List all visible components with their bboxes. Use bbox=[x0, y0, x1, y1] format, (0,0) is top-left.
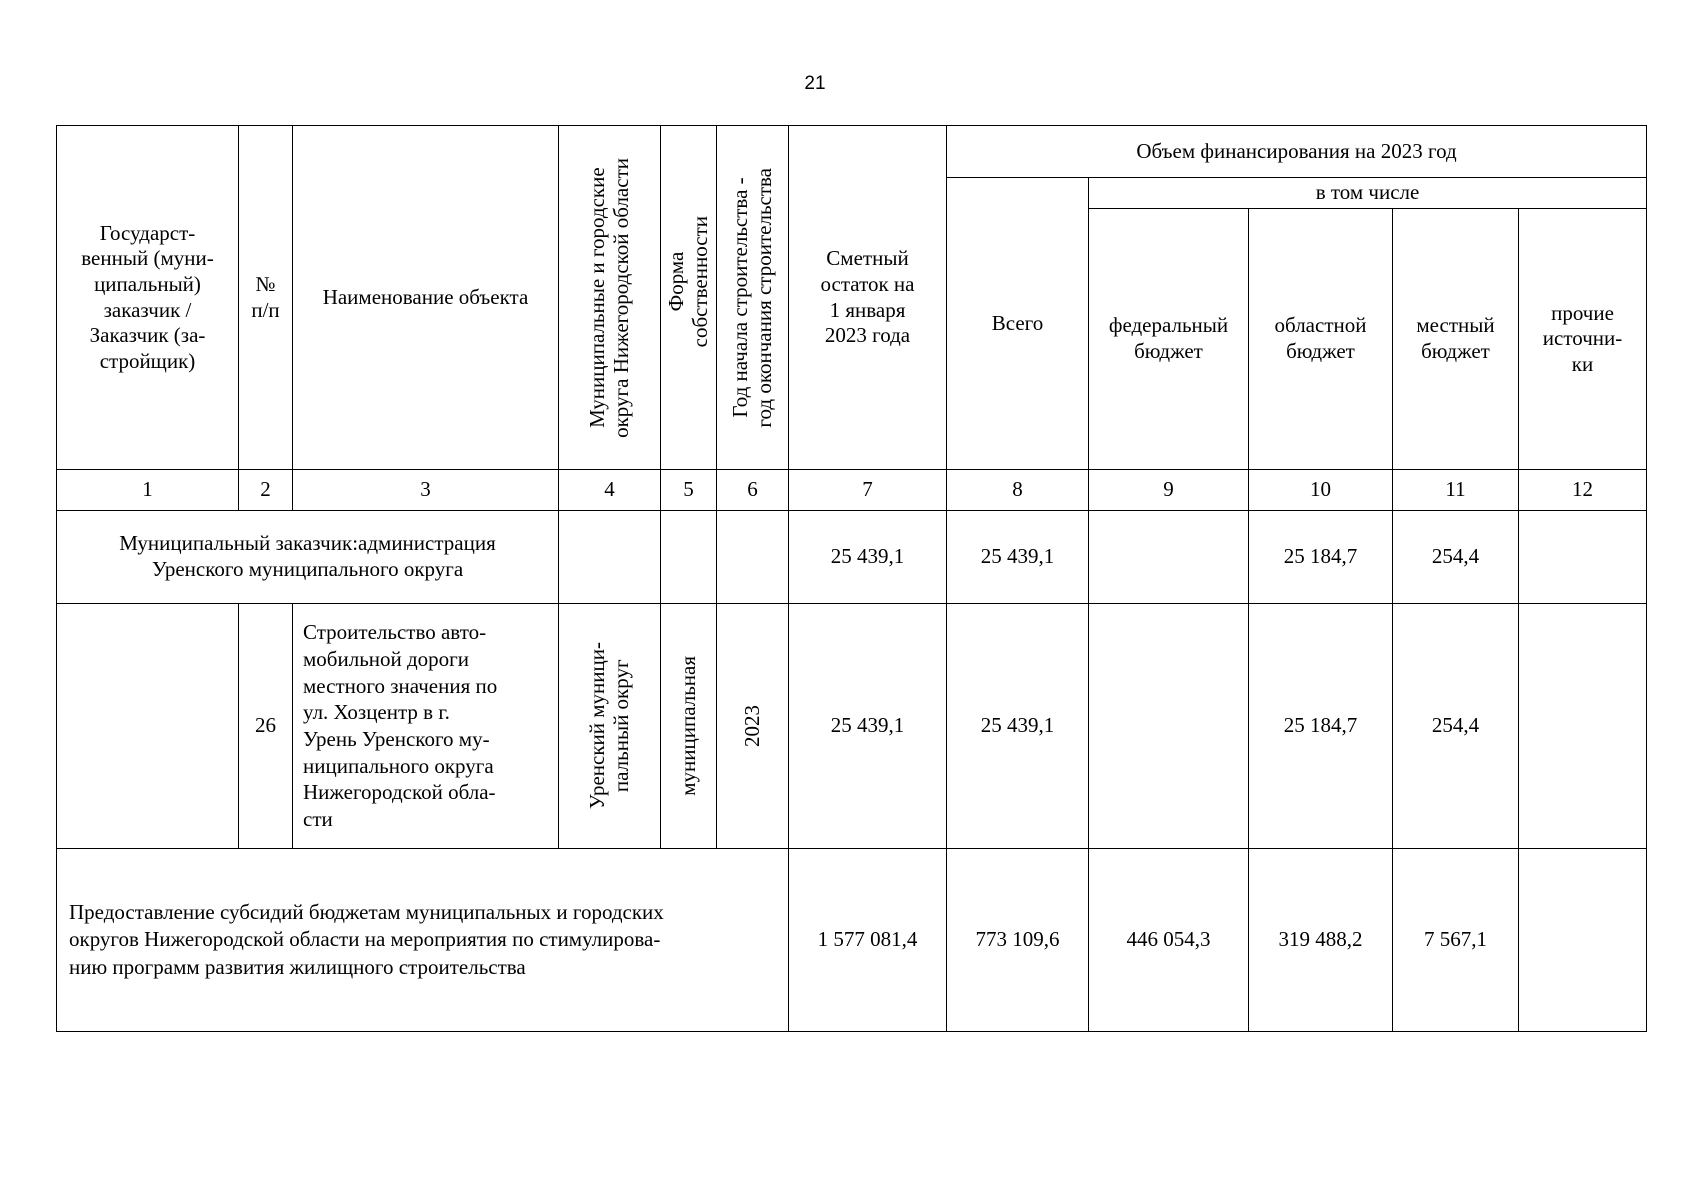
header-object-name bbox=[293, 126, 559, 470]
header-federal bbox=[1089, 209, 1249, 470]
object-district bbox=[559, 604, 661, 849]
header-total-text: Всего bbox=[991, 310, 1044, 335]
object-federal bbox=[1089, 604, 1249, 849]
header-other-text: прочие источни- ки bbox=[1542, 300, 1623, 376]
customer-district-cell bbox=[559, 511, 661, 604]
header-local bbox=[1393, 209, 1519, 470]
object-num: 26 bbox=[239, 604, 293, 849]
object-name bbox=[293, 604, 559, 849]
header-including bbox=[1089, 178, 1647, 209]
customer-estimated: 25 439,1 bbox=[789, 511, 947, 604]
customer-label-text: Муниципальный заказчик:администрация Уренского муниципального округа bbox=[119, 531, 496, 581]
object-total: 25 439,1 bbox=[947, 604, 1089, 849]
financing-table bbox=[56, 125, 1647, 1032]
summary-row bbox=[57, 849, 1647, 1032]
column-number: 4 bbox=[559, 470, 661, 511]
customer-federal bbox=[1089, 511, 1249, 604]
object-district-text: Уренский муници- пальный округ bbox=[585, 642, 634, 810]
customer-label bbox=[57, 511, 559, 604]
customer-regional: 25 184,7 bbox=[1249, 511, 1393, 604]
object-name-text: Строительство авто- мобильной дороги местного значения по ул. Хозцентр в г. Урень Уренского му- ниципального округа Нижегородской обла- сти bbox=[303, 620, 498, 831]
header-num bbox=[239, 126, 293, 470]
header-years-text: Год начала строительства - год окончания строительства bbox=[728, 167, 777, 428]
header-including-text: в том числе bbox=[1315, 180, 1420, 205]
column-number: 11 bbox=[1393, 470, 1519, 511]
header-financing-title bbox=[947, 126, 1647, 178]
header-local-text: местный бюджет bbox=[1416, 313, 1495, 363]
column-number: 5 bbox=[661, 470, 717, 511]
object-other bbox=[1519, 604, 1647, 849]
header-total bbox=[947, 178, 1089, 470]
summary-label-text: Предоставление субсидий бюджетам муниципальных и городских округов Нижегородской области на мероприятия по стимулирова- нию программ развития жилищного строительства bbox=[69, 900, 664, 979]
object-row bbox=[57, 604, 1647, 849]
summary-label bbox=[57, 849, 789, 1032]
summary-regional: 319 488,2 bbox=[1249, 849, 1393, 1032]
column-number: 10 bbox=[1249, 470, 1393, 511]
object-ownership bbox=[661, 604, 717, 849]
customer-ownership-cell bbox=[661, 511, 717, 604]
object-ownership-text: муниципальная bbox=[676, 656, 701, 796]
column-number: 3 bbox=[293, 470, 559, 511]
customer-other bbox=[1519, 511, 1647, 604]
summary-estimated: 1 577 081,4 bbox=[789, 849, 947, 1032]
summary-local: 7 567,1 bbox=[1393, 849, 1519, 1032]
header-object-name-text: Наименование объекта bbox=[322, 284, 529, 309]
header-num-text: № п/п bbox=[251, 271, 280, 322]
header-ownership-text: Форма собственности bbox=[664, 216, 713, 348]
summary-other bbox=[1519, 849, 1647, 1032]
header-customer bbox=[57, 126, 239, 470]
page-number: 21 bbox=[804, 73, 826, 94]
header-regional bbox=[1249, 209, 1393, 470]
column-number: 1 bbox=[57, 470, 239, 511]
customer-local: 254,4 bbox=[1393, 511, 1519, 604]
column-number: 8 bbox=[947, 470, 1089, 511]
column-number: 12 bbox=[1519, 470, 1647, 511]
header-financing-title-text: Объем финансирования на 2023 год bbox=[1136, 138, 1457, 163]
object-local: 254,4 bbox=[1393, 604, 1519, 849]
column-numbers-row bbox=[57, 470, 1647, 511]
column-number: 2 bbox=[239, 470, 293, 511]
header-federal-text: федеральный бюджет bbox=[1108, 313, 1229, 363]
header-ownership bbox=[661, 126, 717, 470]
object-years bbox=[717, 604, 789, 849]
header-customer-text: Государст- венный (муни- ципальный) заказчик / Заказчик (за- стройщик) bbox=[81, 220, 214, 373]
header-estimated-balance-text: Сметный остаток на 1 января 2023 года bbox=[820, 246, 915, 348]
header-other bbox=[1519, 209, 1647, 470]
customer-total: 25 439,1 bbox=[947, 511, 1089, 604]
object-years-text: 2023 bbox=[740, 705, 765, 747]
object-customer-cell bbox=[57, 604, 239, 849]
header-years bbox=[717, 126, 789, 470]
header-regional-text: областной бюджет bbox=[1274, 313, 1367, 363]
header-estimated-balance bbox=[789, 126, 947, 470]
summary-total: 773 109,6 bbox=[947, 849, 1089, 1032]
column-number: 6 bbox=[717, 470, 789, 511]
column-number: 9 bbox=[1089, 470, 1249, 511]
object-estimated: 25 439,1 bbox=[789, 604, 947, 849]
object-regional: 25 184,7 bbox=[1249, 604, 1393, 849]
customer-row bbox=[57, 511, 1647, 604]
summary-federal: 446 054,3 bbox=[1089, 849, 1249, 1032]
header-municipal-districts-text: Муниципальные и городские округа Нижегородской области bbox=[585, 157, 634, 438]
customer-years-cell bbox=[717, 511, 789, 604]
column-number: 7 bbox=[789, 470, 947, 511]
header-municipal-districts bbox=[559, 126, 661, 470]
